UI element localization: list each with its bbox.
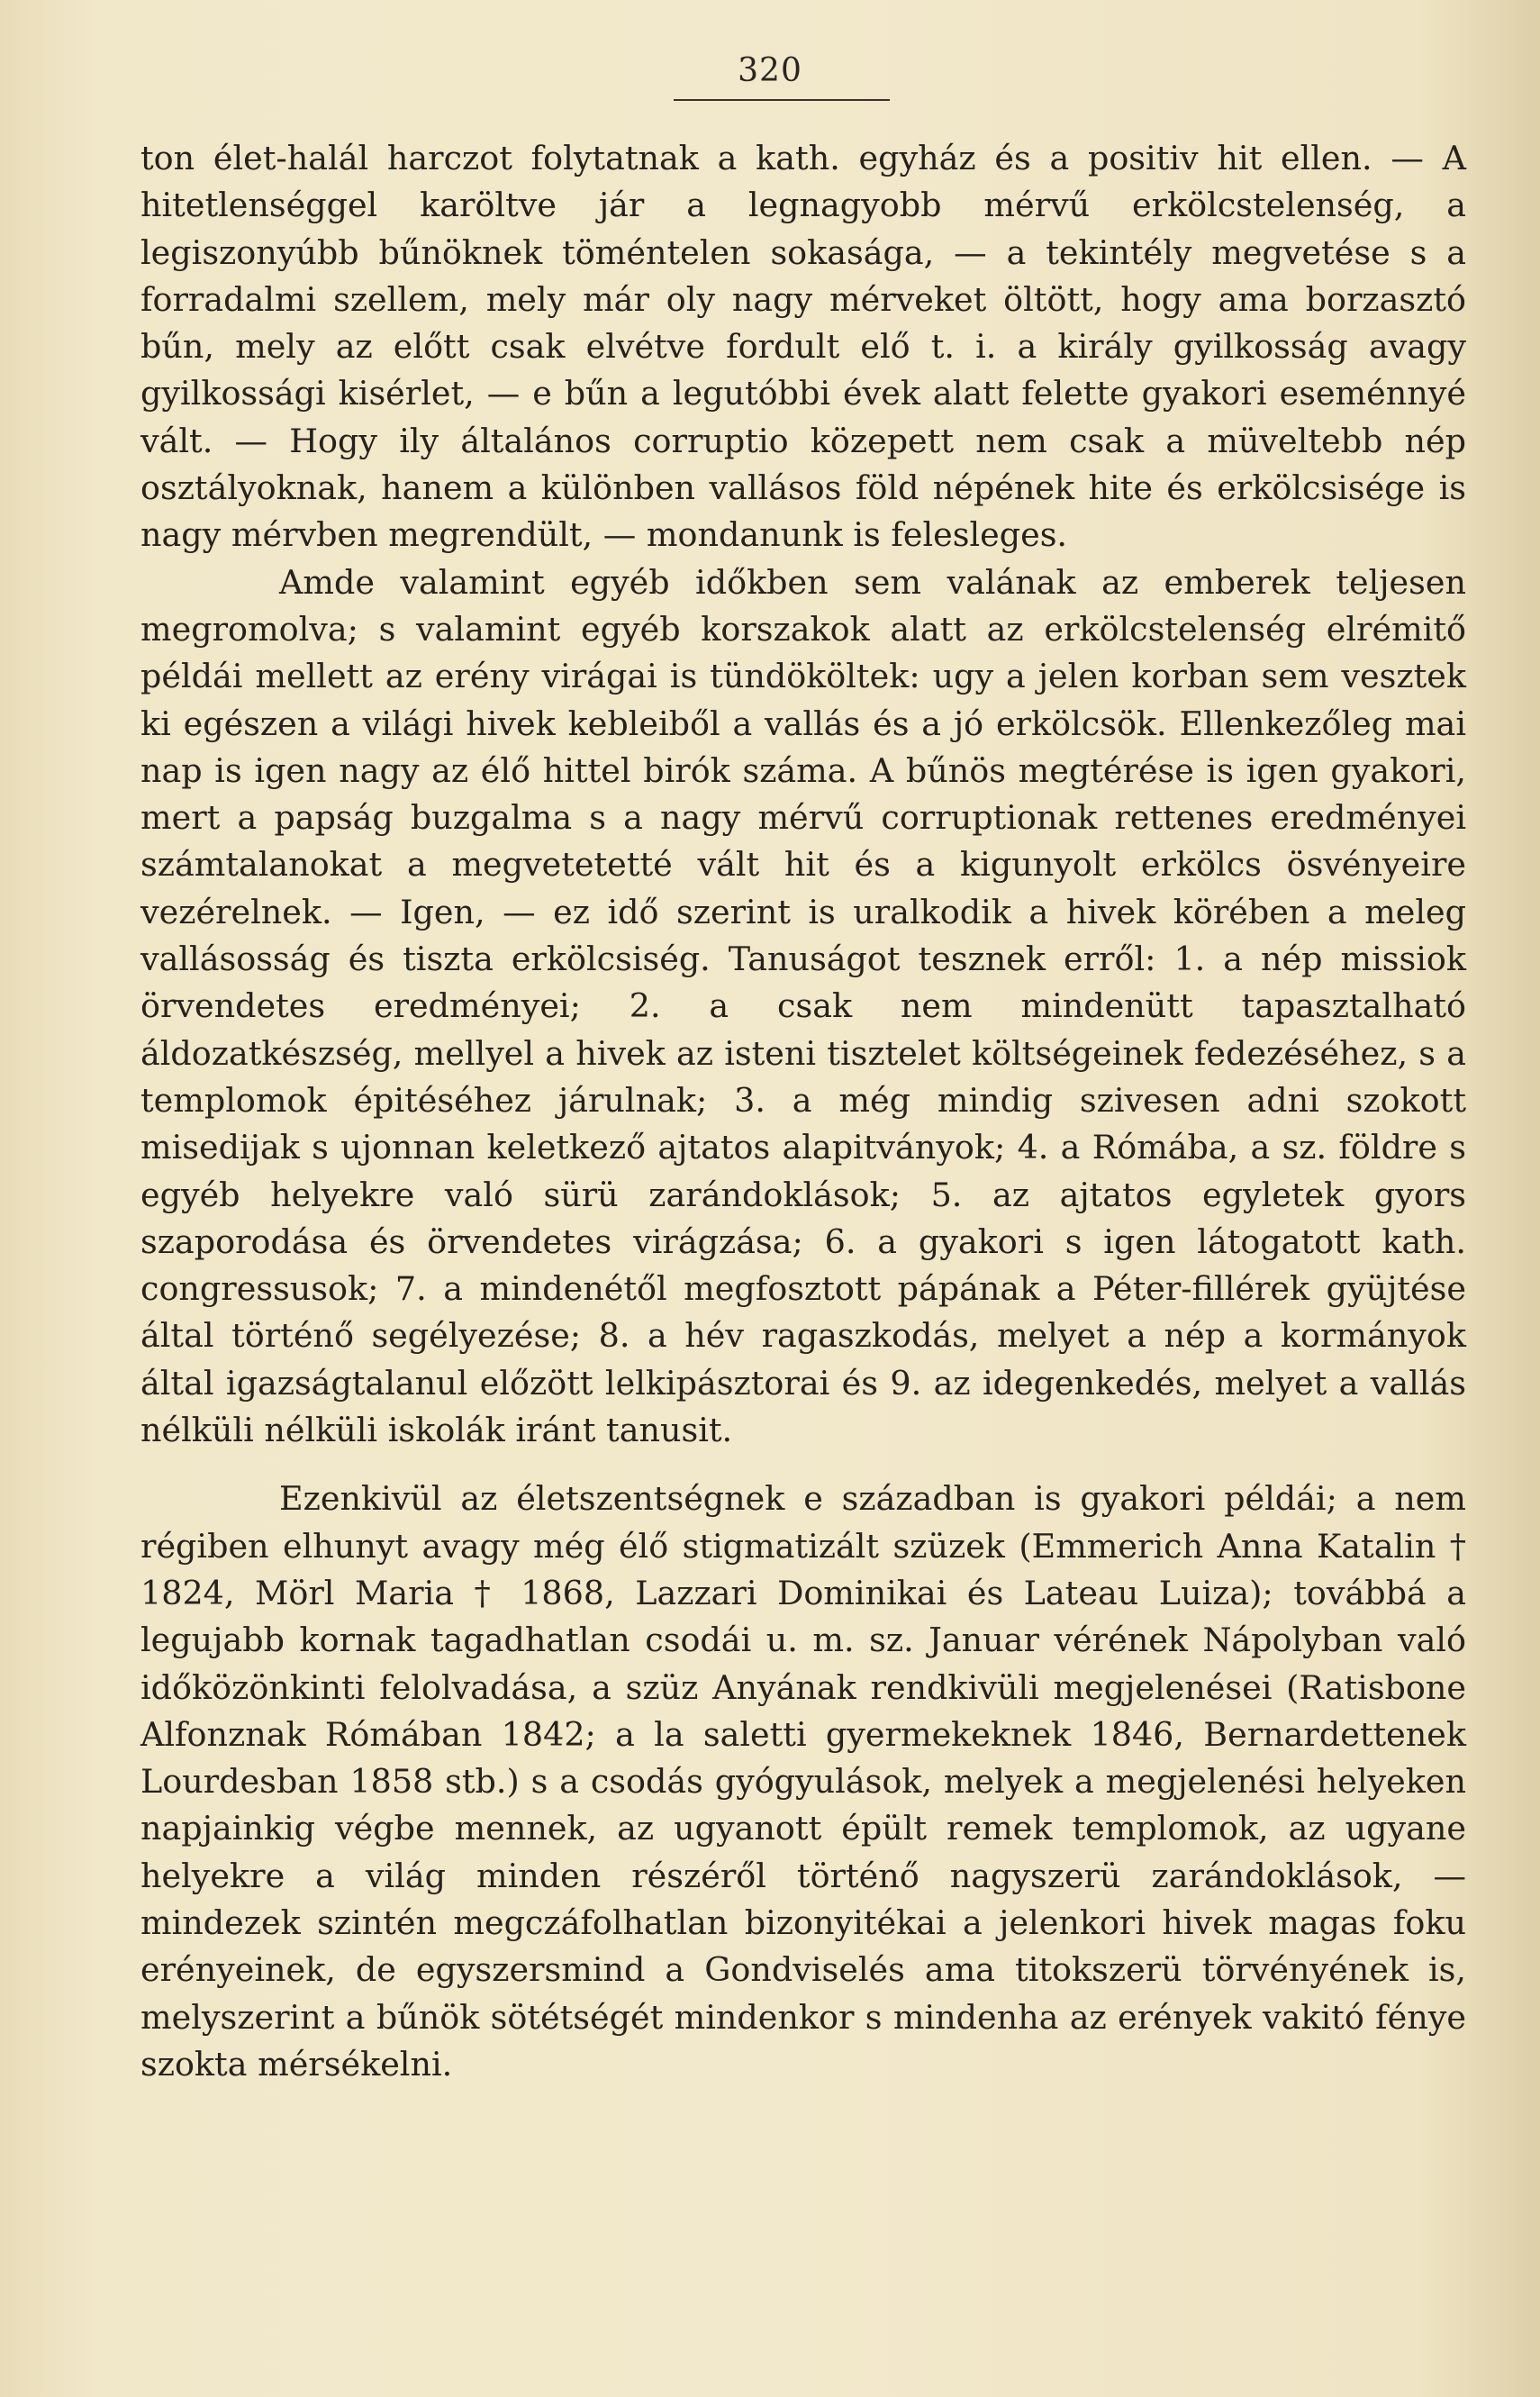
page-number: 320 xyxy=(738,52,802,89)
paragraph-3: Ezenkivül az életszentségnek e században is gyakori példái; a nem régiben elhunyt avagy még élő stigmatizált szüzek (Emmerich Anna Katalin † 1824, Mörl Maria † 1868, Lazzari Dominikai és Lateau Luiza); továbbá a legujabb kornak tagadhatlan csodái u. m. sz. Januar vérének Nápolyban való időközönkinti felolvadása, a szüz Anyának rendkivüli megjelenései (Ratisbone Alfonznak Rómában 1842; a la saletti gyermekeknek 1846, Bernardettenek Lourdesban 1858 stb.) s a csodás gyógyulások, melyek a megjelenési helyeken napjainkig végbe mennek, az ugyanott épült remek templomok, az ugyane helyekre a világ minden részéről történő nagyszerü zarándoklások, — mindezek szintén megczáfolhatlan bizonyitékai a jelenkori hivek magas foku erényeinek, de egyszersmind a Gondviselés ama titokszerü törvényének is, melyszerint a bűnök sötétségét mindenkor s mindenha az erények vakitó fénye szokta mérsékelni. xyxy=(140,1479,1466,2084)
body-text xyxy=(140,135,1466,2088)
header-rule xyxy=(674,99,890,101)
paragraph-2: Amde valamint egyéb időkben sem valának az emberek teljesen megromolva; s valamint egyéb korszakok alatt az erkölcstelenség elrémitő példái mellett az erény virágai is tündököltek: ugy a jelen korban sem vesztek ki egészen a világi hivek kebleiből a vallás és a jó erkölcsök. Ellenkezőleg mai nap is igen nagy az élő hittel birók száma. A bűnös megtérése is igen gyakori, mert a papság buzgalma s a nagy mérvű corruptionak rettenes eredményei számtalanokat a megvetetetté vált hit és a kigunyolt erkölcs ösvényeire vezérelnek. — Igen, — ez idő szerint is uralkodik a hivek körében a meleg vallásosság és tiszta erkölcsiség. Tanuságot tesznek erről: 1. a nép missiok örvendetes eredményei; 2. a csak nem mindenütt tapasztalható áldozatkészség, mellyel a hivek az isteni tisztelet költségeinek fedezéséhez, s a templomok épitéséhez járulnak; 3. a még mindig szivesen adni szokott misedijak s ujonnan keletkező ajtatos alapitványok; 4. a Rómába, a sz. földre s egyéb helyekre való sürü zarándoklások; 5. az ajtatos egyletek gyors szaporodása és örvendetes virágzása; 6. a gyakori s igen látogatott kath. congressusok; 7. a mindenétől megfosztott pápának a Péter-fillérek gyüjtése által történő segélyezése; 8. a hév ragaszkodás, melyet a nép a kormányok által igazságtalanul előzött lelkipásztorai és 9. az idegenkedés, melyet a vallás nélküli nélküli iskolák iránt tanusit. xyxy=(140,562,1466,1450)
paragraph-1: ton élet-halál harczot folytatnak a kath. egyház és a positiv hit ellen. — A hitetlenséggel karöltve jár a legnagyobb mérvű erkölcstelenség, a legiszonyúbb bűnöknek töméntelen sokasága, — a tekintély megvetése s a forradalmi szellem, mely már oly nagy mérveket öltött, hogy ama borzasztó bűn, mely az előtt csak elvétve fordult elő t. i. a király gyilkosság avagy gyilkossági kisérlet, — e bűn a legutóbbi évek alatt felette gyakori eseménnyé vált. — Hogy ily általános corruptio közepett nem csak a müveltebb nép osztályoknak, hanem a különben vallásos föld népének hite és erkölcsisége is nagy mérvben megrendült, — mondanunk is felesleges. xyxy=(140,139,1466,555)
